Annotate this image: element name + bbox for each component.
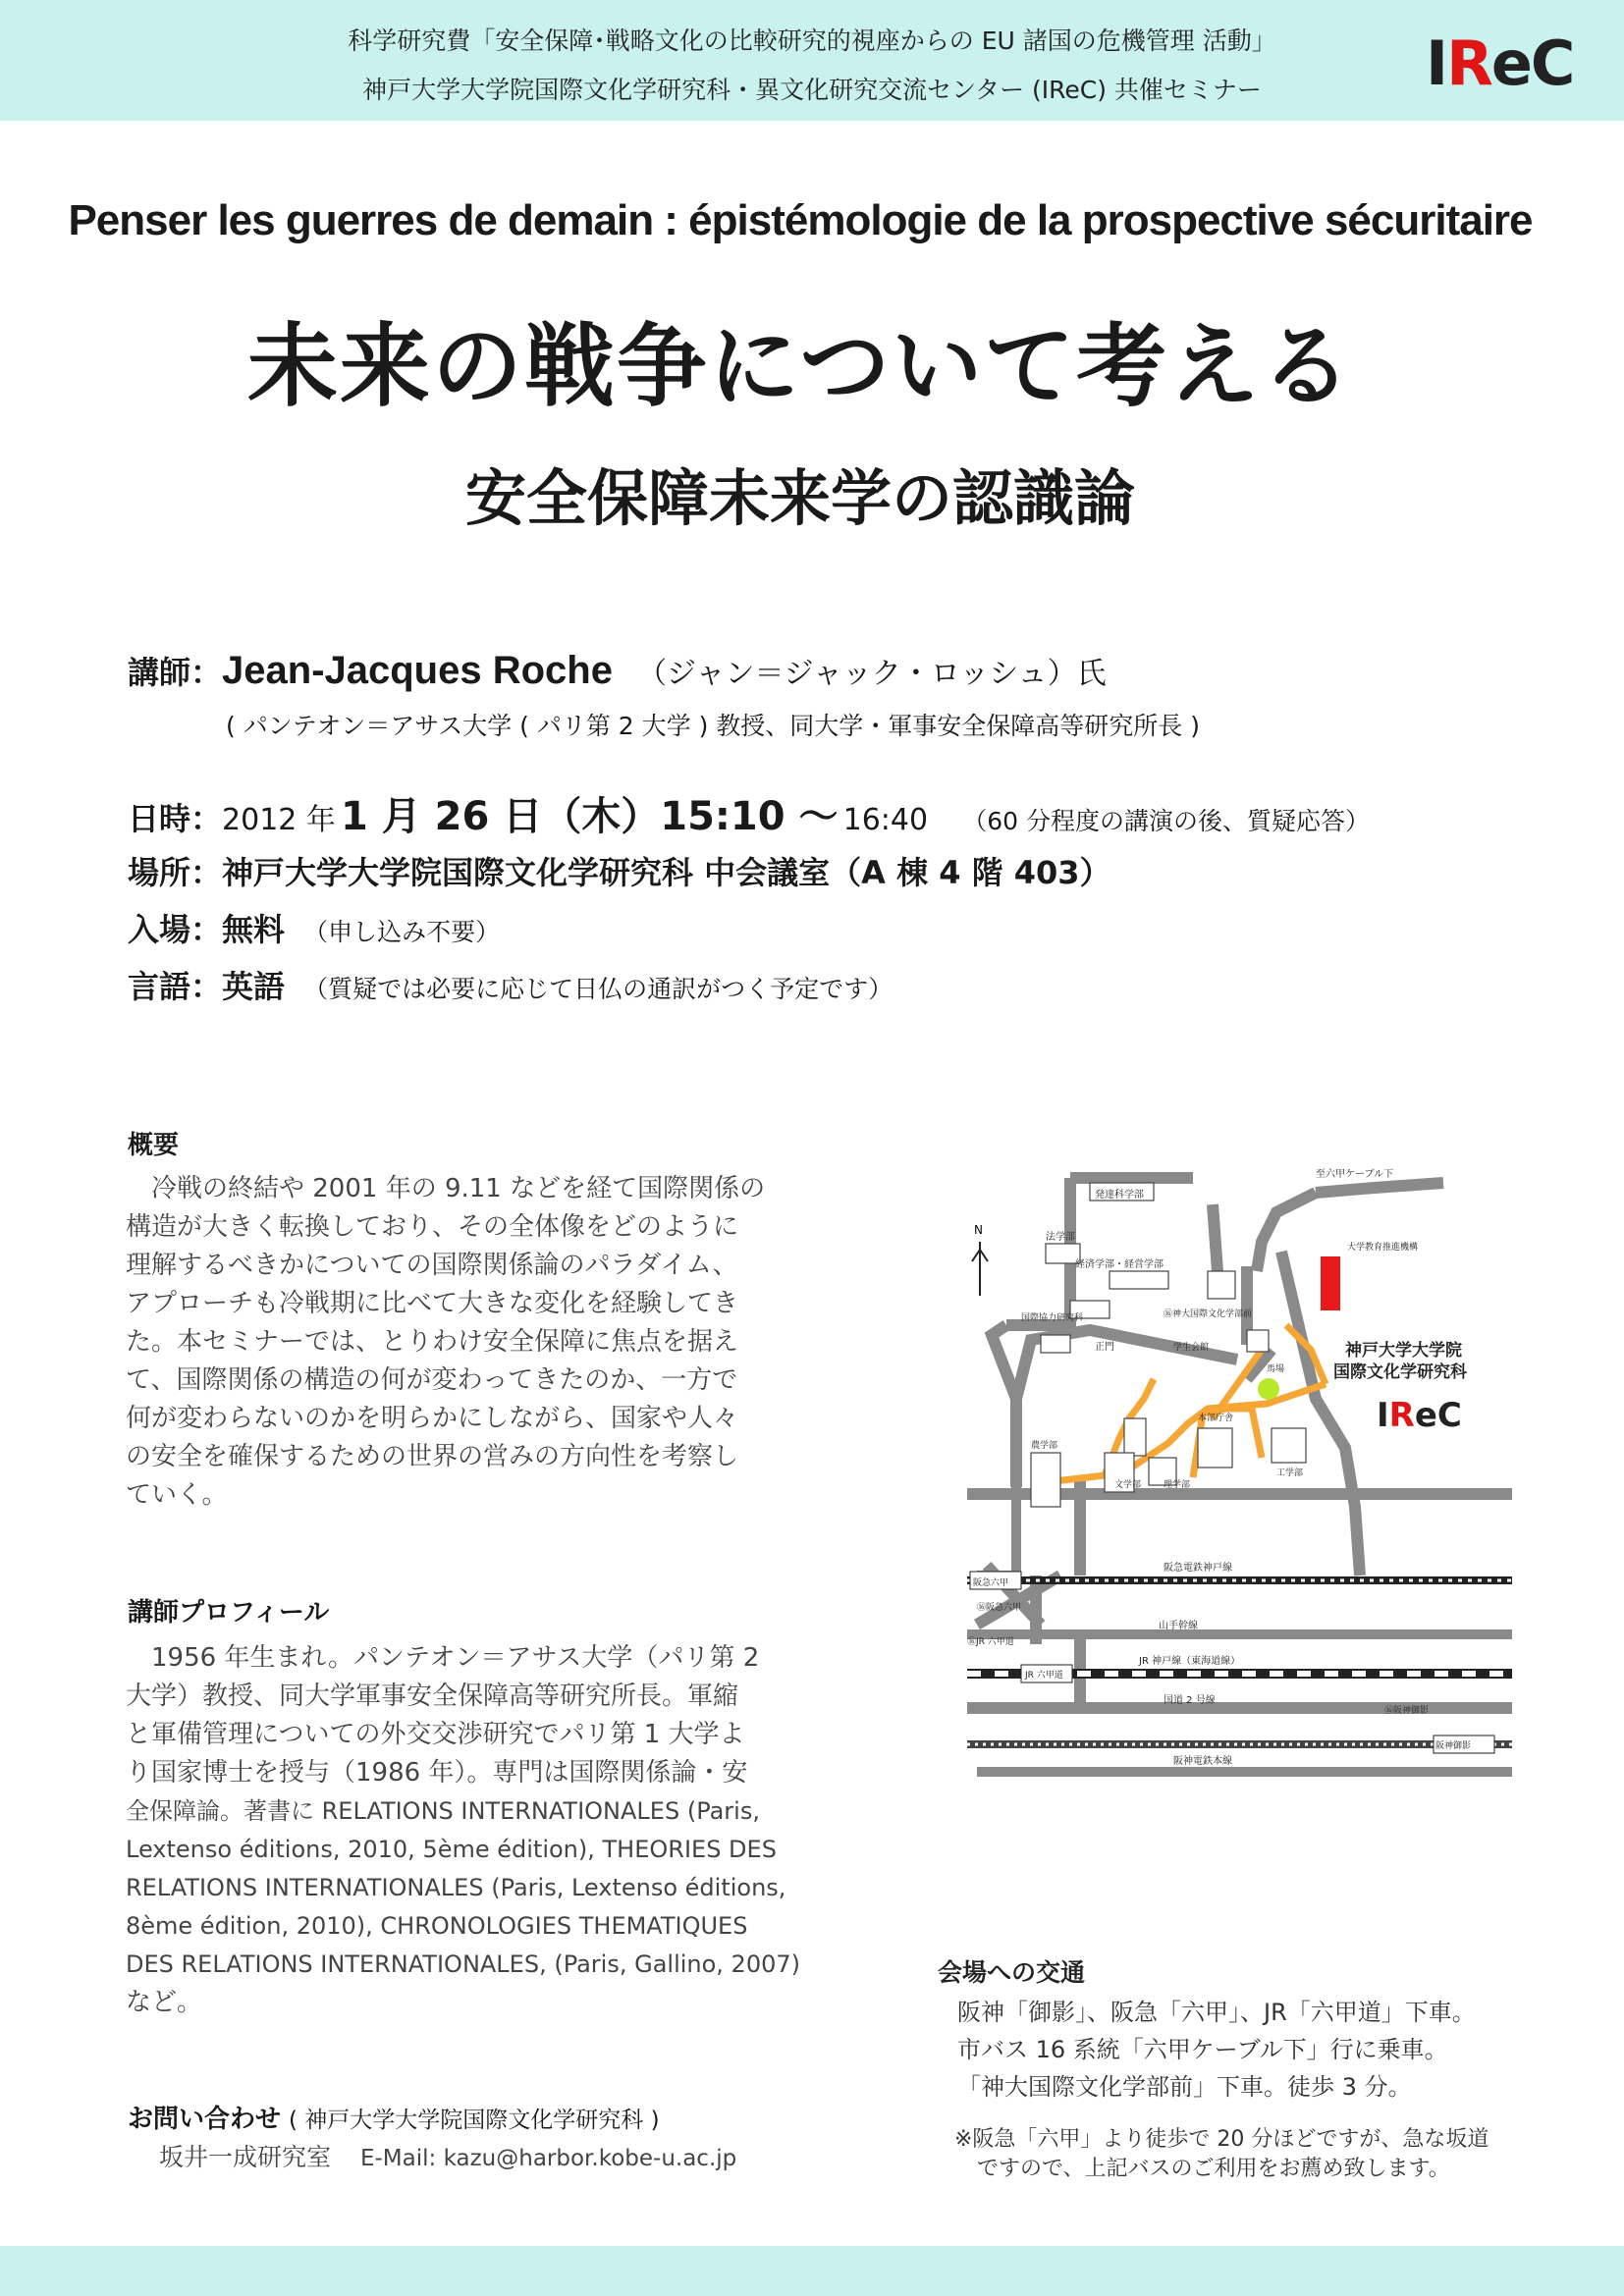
overview-body <box>126 1170 791 1515</box>
label-hanshin-station: 阪神御影 <box>1435 1741 1472 1751</box>
overview-line: 理解するべきかについての国際関係論のパラダイム、 <box>126 1251 738 1280</box>
admission-row <box>128 905 500 950</box>
baba-field <box>1258 1378 1279 1400</box>
label-bungaku: 文学部 <box>1114 1480 1142 1490</box>
label-jr-station: JR 六甲道 <box>1025 1671 1063 1681</box>
language-row <box>128 962 893 1007</box>
datetime-year: 2012 年 <box>222 803 336 837</box>
title-japanese: 未来の戦争について考える <box>246 314 1354 419</box>
label-hankyu-line: 阪急電鉄神戸線 <box>1164 1563 1232 1574</box>
overview-line: 構造が大きく転換しており、その全体像をどのように <box>126 1212 739 1242</box>
language-label: 言語： <box>128 968 223 1005</box>
profile-heading: 講師プロフィール <box>128 1598 330 1628</box>
contact-heading-row <box>128 2099 660 2135</box>
contact-person: 坂井一成研究室 <box>159 2143 332 2171</box>
contact-org: ( 神戸大学大学院国際文化学研究科 ) <box>288 2108 660 2133</box>
profile-body <box>126 1639 813 2022</box>
lecturer-kana: （ジャン＝ジャック・ロッシュ）氏 <box>637 657 1107 691</box>
footer-band <box>0 2246 1624 2296</box>
irec-logo: IReC <box>1426 27 1574 99</box>
datetime-note: （60 分程度の講演の後、質疑応答） <box>962 807 1370 835</box>
label-kyoiku: 大学教育推進機構 <box>1347 1243 1419 1253</box>
contact-person-row <box>159 2138 736 2173</box>
access-note-1: ※阪急「六甲」より徒歩で 20 分ほどですが、急な坂道 <box>954 2127 1489 2152</box>
access-line-3: 「神大国際文化学部前」下車。徒歩 3 分。 <box>957 2073 1412 2101</box>
access-heading: 会場への交通 <box>938 1958 1086 1987</box>
overview-line: て、国際関係の構造の何が変わってきたのか、一方で <box>126 1365 738 1395</box>
datetime-row <box>128 785 1370 841</box>
profile-line: と軍備管理についての外交交渉研究でパリ第 1 大学よ <box>126 1720 745 1749</box>
lecturer-row <box>128 648 1107 693</box>
profile-line: DES RELATIONS INTERNATIONALES, (Paris, Gallino, 2007) <box>126 1950 800 1978</box>
datetime-end: 16:40 <box>842 803 929 837</box>
profile-line: Lextenso éditions, 2010, 5ème édition), THEORIES DES <box>126 1836 777 1863</box>
profile-line: 大学）教授、同大学軍事安全保障高等研究所長。軍縮 <box>126 1682 739 1711</box>
map-irec-logo: IReC <box>1377 1396 1462 1435</box>
contact-email[interactable]: E-Mail: kazu@harbor.kobe-u.ac.jp <box>359 2146 737 2171</box>
label-hankyu-stop: ⑯阪急六甲 <box>977 1603 1022 1613</box>
title-french: Penser les guerres de demain : épistémologie de la prospective sécuritaire <box>68 196 1533 244</box>
overview-line: 何が変わらないのかを明らかにしながら、国家や人々 <box>126 1404 739 1433</box>
label-kokudo: 国道 2 号線 <box>1164 1695 1216 1706</box>
label-rigaku: 理学部 <box>1164 1480 1191 1490</box>
profile-line: など。 <box>126 1988 203 2017</box>
label-baba: 馬場 <box>1267 1364 1285 1374</box>
label-kogaku: 工学部 <box>1276 1468 1304 1478</box>
profile-line: 8ème édition, 2010), CHRONOLOGIES THEMATIQUES <box>126 1912 748 1940</box>
label-jr-stop: ⑯JR 六甲道 <box>967 1637 1014 1647</box>
contact-heading: お問い合わせ <box>128 2105 282 2134</box>
overview-line: アプローチも冷戦期に比べて大きな変化を経験してき <box>126 1289 739 1318</box>
profile-line: RELATIONS INTERNATIONALES (Paris, Lextenso éditions, <box>126 1874 786 1901</box>
label-hattatsu: 発達科学部 <box>1095 1190 1144 1201</box>
north-arrow <box>972 1223 988 1296</box>
label-yamate: 山手幹線 <box>1159 1621 1198 1631</box>
language-note: （質疑では必要に応じて日仏の通訳がつく予定です） <box>303 975 893 1003</box>
venue-label: 場所： <box>128 854 223 891</box>
label-cable: 至六甲ケーブル下 <box>1316 1169 1394 1180</box>
venue-label-2: 国際文化学研究科 <box>1333 1362 1467 1382</box>
access-line-2: 市バス 16 系統「六甲ケーブル下」行に乗車。 <box>957 2036 1448 2063</box>
overview-line: 冷戦の終結や 2001 年の 9.11 などを経て国際関係の <box>151 1174 766 1203</box>
label-hanshin-line: 阪神電鉄本線 <box>1173 1756 1232 1767</box>
venue-label-1: 神戸大学大学院 <box>1345 1341 1462 1361</box>
road-west <box>977 1487 1016 1575</box>
datetime-date: 1 月 26 日（木）15:10 ～ <box>341 794 839 839</box>
admission-value: 無料 <box>222 911 286 948</box>
label-hankyu-rokko: 阪急六甲 <box>973 1578 1009 1588</box>
overview-heading: 概要 <box>128 1131 180 1160</box>
overview-line: た。本セミナーでは、とりわけ安全保障に焦点を据え <box>126 1327 739 1357</box>
label-bus-stop: ⑯神大国際文化学部前 <box>1164 1309 1253 1319</box>
profile-line: り国家博士を授与（1986 年）。専門は国際関係論・安 <box>126 1758 748 1788</box>
venue-value: 神戸大学大学院国際文化学研究科 中会議室（A 棟 4 階 403） <box>222 854 1111 891</box>
lecturer-label: 講師： <box>128 654 223 691</box>
subtitle-japanese: 安全保障未来学の認識論 <box>464 462 1135 534</box>
lecturer-name: Jean-Jacques Roche <box>222 649 613 692</box>
profile-line: 1956 年生まれ。パンテオン＝アサス大学（パリ第 2 <box>151 1643 760 1673</box>
overview-line: の安全を確保するための世界の営みの方向性を考察し <box>126 1442 739 1471</box>
venue-row <box>128 848 1111 893</box>
header-line-2: 神戸大学大学院国際文化学研究科・異文化研究交流センター (IReC) 共催セミナー <box>362 76 1262 104</box>
north-label: N <box>974 1223 983 1237</box>
label-gakusei: 学生会館 <box>1173 1343 1210 1353</box>
access-line-1: 阪神「御影」、阪急「六甲」、JR「六甲道」下車。 <box>957 1999 1476 2026</box>
venue-marker <box>1321 1256 1340 1310</box>
label-honbu: 本部庁舎 <box>1198 1414 1234 1423</box>
label-hogakubu: 法学部 <box>1046 1232 1075 1243</box>
label-kokusai-kyoryoku: 国際協力研究科 <box>1021 1313 1084 1323</box>
language-value: 英語 <box>222 968 286 1005</box>
label-seimon: 正門 <box>1095 1342 1114 1353</box>
admission-note: （申し込み不要） <box>303 918 501 946</box>
datetime-label: 日時： <box>128 800 223 837</box>
label-nogakubu: 農学部 <box>1031 1441 1058 1451</box>
label-hanshin-stop: ⑯阪神御影 <box>1384 1706 1430 1716</box>
campus-map <box>923 1163 1512 1919</box>
label-jr-line: JR 神戸線（東海道線） <box>1139 1656 1241 1667</box>
header-line-1: 科学研究費「安全保障･戦略文化の比較研究的視座からの EU 諸国の危機管理 活動」 <box>348 27 1276 55</box>
overview-line: ていく。 <box>126 1480 228 1510</box>
admission-label: 入場： <box>128 911 223 948</box>
access-note-2: ですので、上記バスのご利用をお薦め致します。 <box>977 2157 1450 2181</box>
profile-line: 全保障論。著書に RELATIONS INTERNATIONALES (Paris, <box>126 1797 760 1825</box>
label-keizai: 経済学部・経営学部 <box>1075 1259 1164 1270</box>
lecturer-affiliation: ( パンテオン＝アサス大学 ( パリ第 2 大学 ) 教授、同大学・軍事安全保障高等研究所長 ) <box>226 712 1200 740</box>
